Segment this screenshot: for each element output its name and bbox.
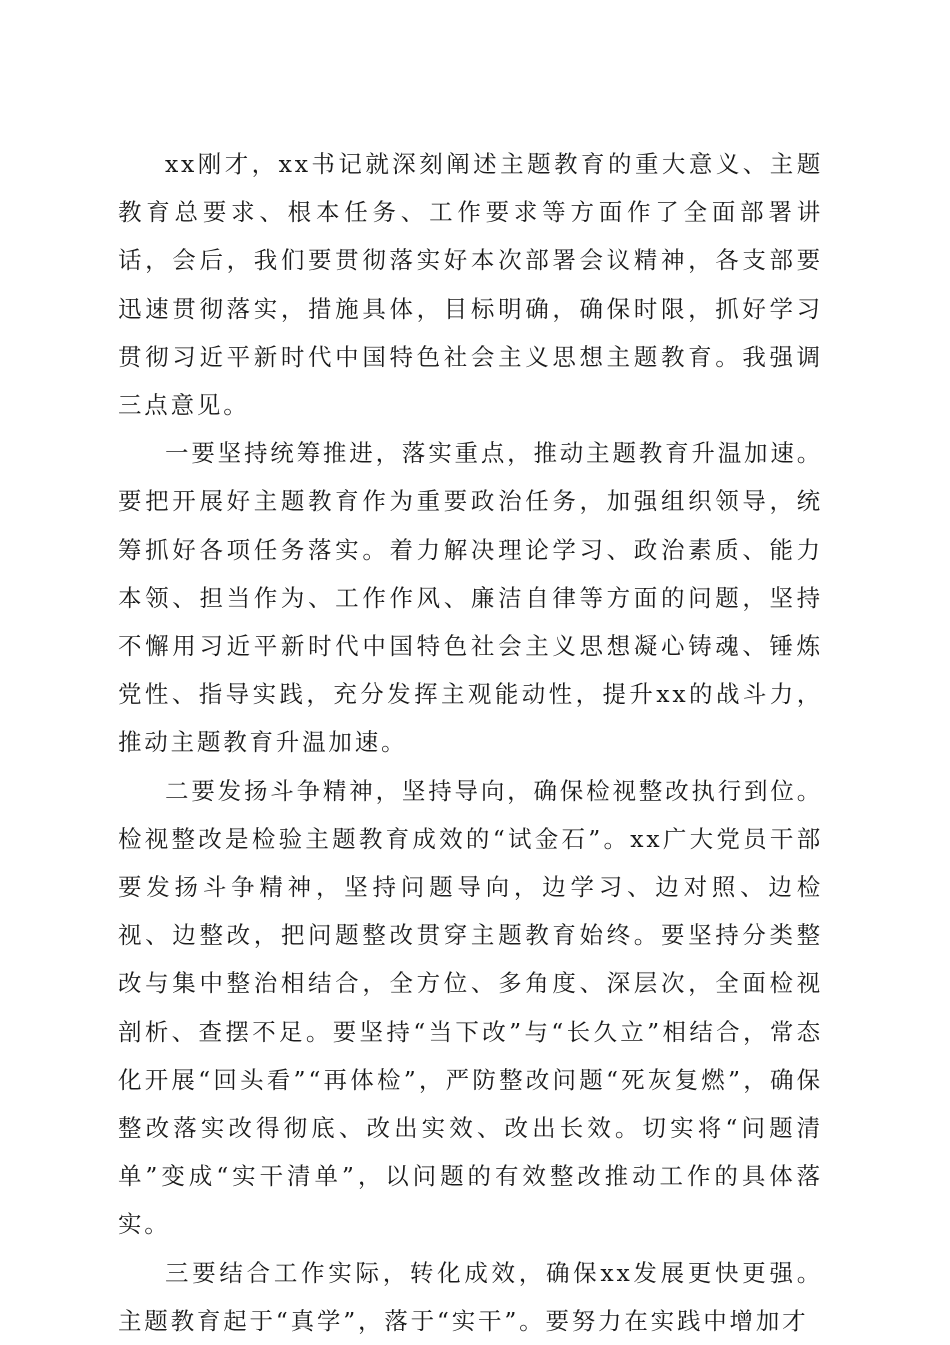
- paragraph-intro: xx刚才，xx书记就深刻阐述主题教育的重大意义、主题教育总要求、根本任务、工作要求等方面作了全面部署讲话，会后，我们要贯彻落实好本次部署会议精神，各支部要迅速贯彻落实，措施具体，目标明确，确保时限，抓好学习贯彻习近平新时代中国特色社会主义思想主题教育。我强调三点意见。: [118, 150, 823, 420]
- paragraph-point-three: 三要结合工作实际，转化成效，确保xx发展更快更强。主题教育起于“真学”，落于“实干”。要努力在实践中增加才: [118, 1258, 823, 1335]
- paragraph-point-one: 一要坚持统筹推进，落实重点，推动主题教育升温加速。要把开展好主题教育作为重要政治任务，加强组织领导，统筹抓好各项任务落实。着力解决理论学习、政治素质、能力本领、担当作为、工作作风、廉洁自律等方面的问题，坚持不懈用习近平新时代中国特色社会主义思想凝心铸魂、锤炼党性、指导实践，充分发挥主观能动性，提升xx的战斗力，推动主题教育升温加速。: [118, 439, 823, 757]
- paragraph-point-two: 二要发扬斗争精神，坚持导向，确保检视整改执行到位。检视整改是检验主题教育成效的“试金石”。xx广大党员干部要发扬斗争精神，坚持问题导向，边学习、边对照、边检视、边整改，把问题整改贯穿主题教育始终。要坚持分类整改与集中整治相结合，全方位、多角度、深层次，全面检视剖析、查摆不足。要坚持“当下改”与“长久立”相结合，常态化开展“回头看”“再体检”，严防整改问题“死灰复燃”，确保整改落实改得彻底、改出实效、改出长效。切实将“问题清单”变成“实干清单”，以问题的有效整改推动工作的具体落实。: [118, 776, 823, 1239]
- document-body: [118, 140, 823, 1345]
